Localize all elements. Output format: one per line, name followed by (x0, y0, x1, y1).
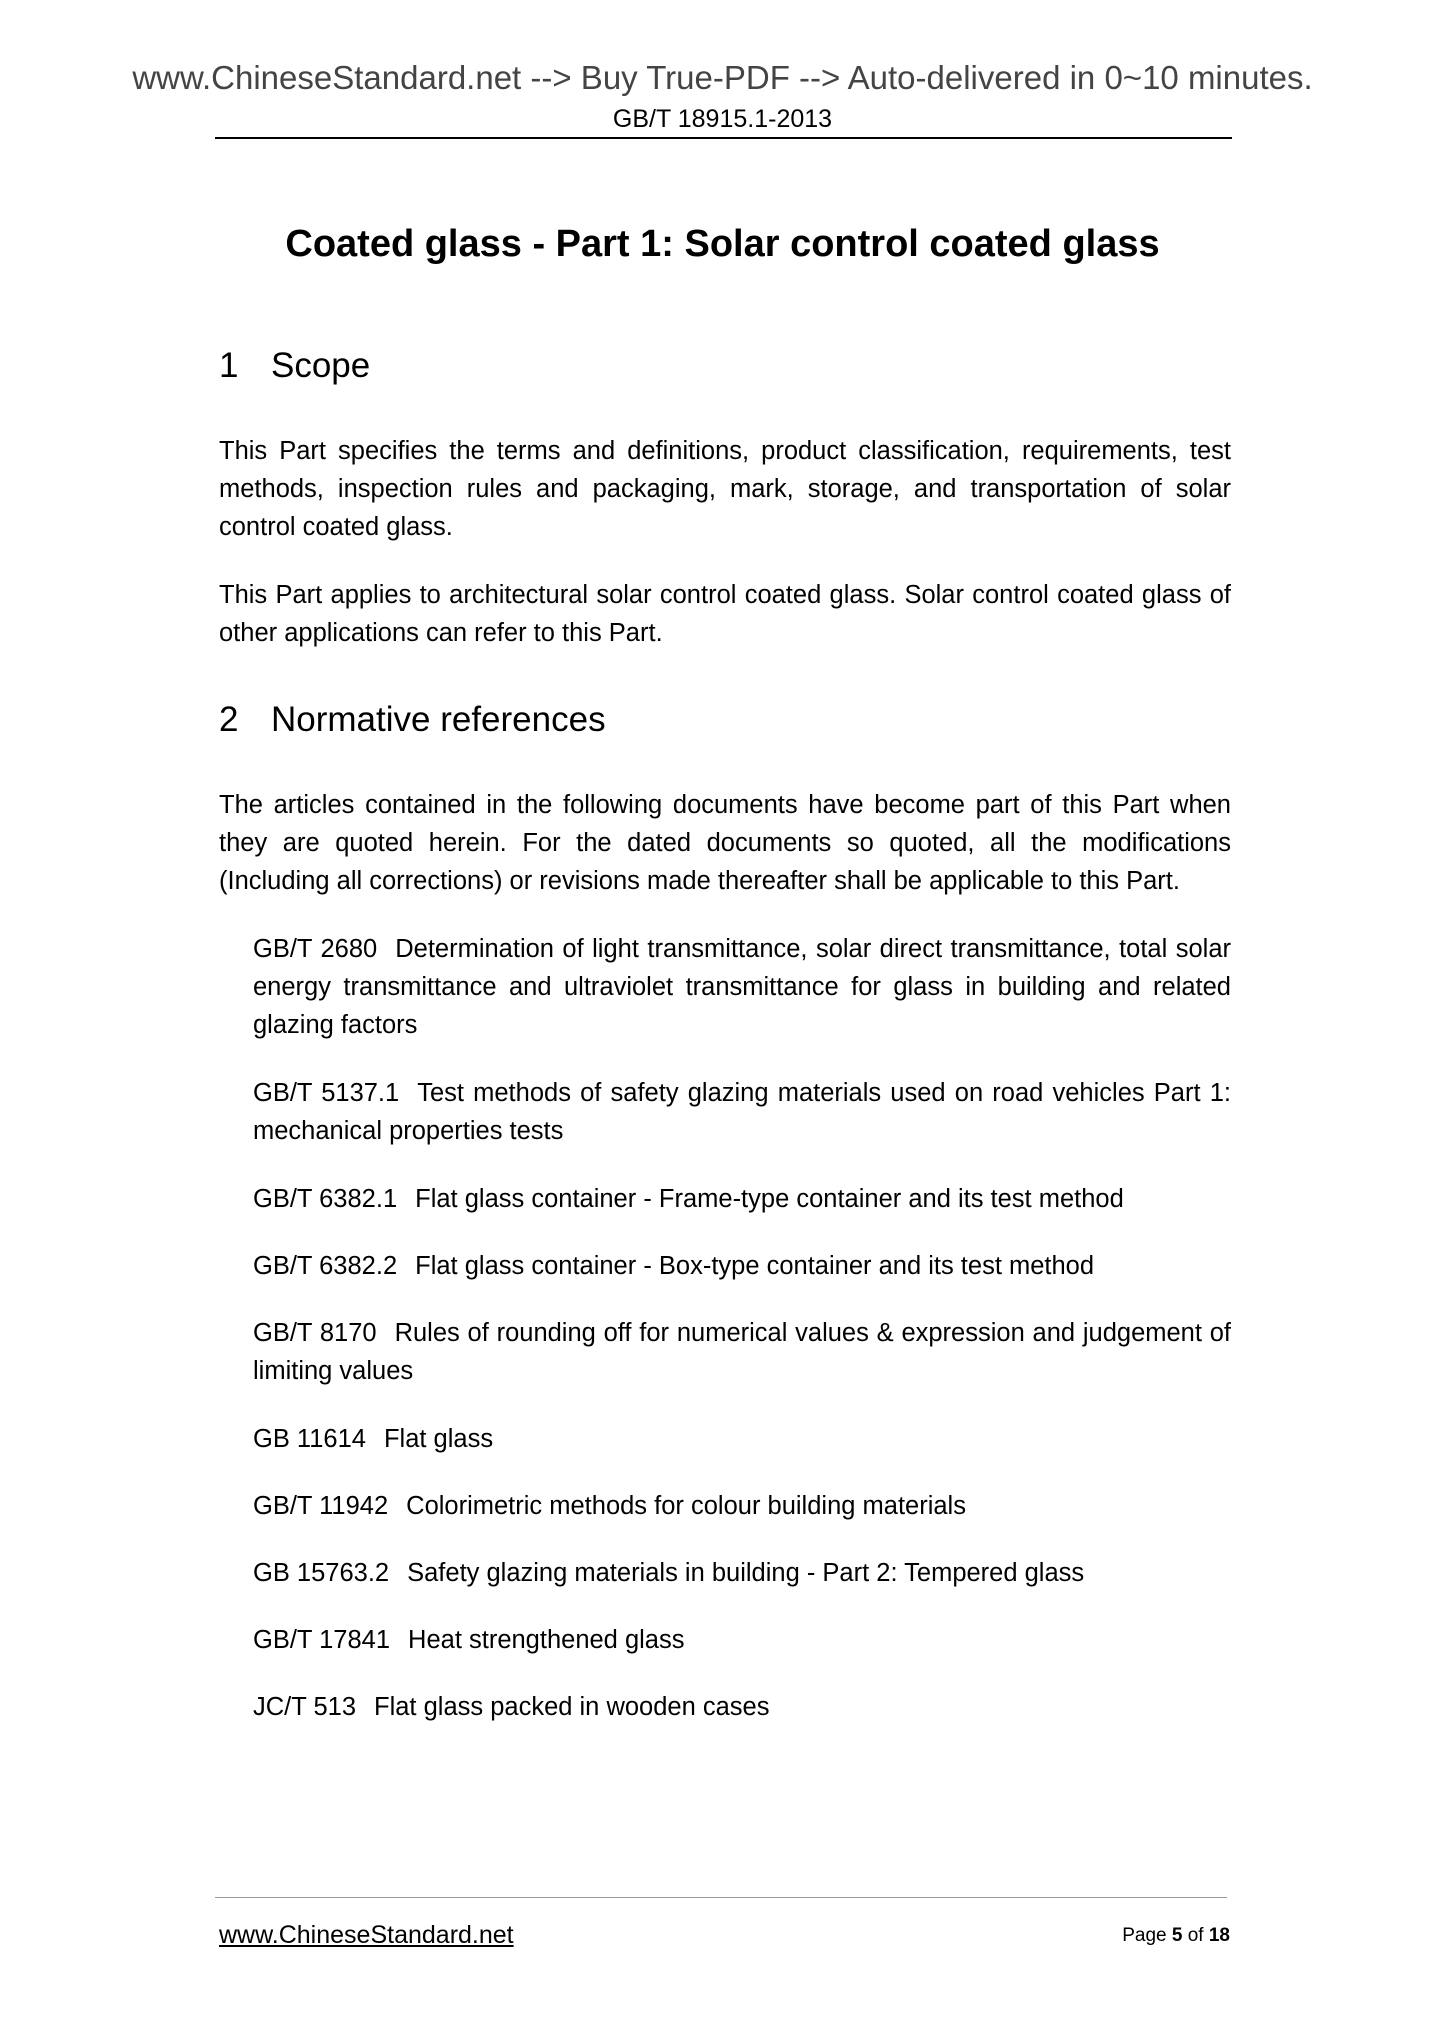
reference-item (253, 1074, 1231, 1150)
page-total: 18 (1208, 1925, 1230, 1946)
reference-item (253, 1420, 1231, 1458)
reference-title: Flat glass container - Frame-type container and its test method (415, 1185, 1124, 1213)
section-number: 1 (219, 346, 239, 385)
reference-code: JC/T 513 (253, 1693, 356, 1721)
reference-title: Safety glazing materials in building - Part 2: Tempered glass (407, 1559, 1085, 1587)
reference-title: Determination of light transmittance, solar direct transmittance, total solar energy transmittance and ultraviolet transmittance for glass in building and related glazing factors (253, 935, 1232, 1039)
section-heading-scope (219, 344, 370, 388)
page-number (1080, 1923, 1230, 1949)
scope-paragraph: This Part applies to architectural solar control coated glass. Solar control coated glass of other applications can refer to this Part. (219, 581, 1231, 647)
page-current: 5 (1171, 1925, 1183, 1946)
reference-title: Heat strengthened glass (408, 1626, 685, 1654)
section-title: Normative references (271, 700, 606, 739)
reference-item (253, 930, 1231, 1044)
footer-website-link[interactable]: www.ChineseStandard.net (219, 1921, 514, 1949)
footer-divider (215, 1897, 1227, 1898)
section-title: Scope (271, 346, 371, 385)
reference-code: GB/T 6382.2 (253, 1252, 398, 1280)
reference-title: Rules of rounding off for numerical values & expression and judgement of limiting values (253, 1319, 1232, 1385)
reference-code: GB/T 8170 (253, 1319, 377, 1347)
section-number: 2 (219, 700, 239, 739)
reference-item (253, 1314, 1231, 1390)
header-banner-link[interactable]: www.ChineseStandard.net --> Buy True-PDF --> Auto-delivered in 0~10 minutes. (132, 59, 1313, 96)
reference-item (253, 1247, 1231, 1285)
reference-item (253, 1180, 1231, 1218)
reference-code: GB/T 11942 (253, 1492, 389, 1520)
header-divider (215, 137, 1232, 139)
page-label: Page (1122, 1925, 1167, 1946)
reference-title: Test methods of safety glazing materials used on road vehicles Part 1: mechanical properties tests (253, 1079, 1231, 1145)
reference-title: Flat glass container - Box-type container and its test method (415, 1252, 1095, 1280)
reference-code: GB/T 2680 (253, 935, 378, 963)
reference-code: GB 15763.2 (253, 1559, 390, 1587)
references-intro-paragraph: The articles contained in the following documents have become part of this Part when they are quoted herein. For the dated documents so quoted, all the modifications (Including all corrections) or revisions made thereafter shall be applicable to this Part. (219, 791, 1231, 895)
standard-code: GB/T 18915.1-2013 (612, 105, 833, 133)
reference-item (253, 1688, 1231, 1726)
reference-item (253, 1621, 1231, 1659)
document-title: Coated glass - Part 1: Solar control coated glass (285, 223, 1160, 265)
reference-item (253, 1554, 1231, 1592)
reference-code: GB/T 17841 (253, 1626, 391, 1654)
scope-paragraph: This Part specifies the terms and definitions, product classification, requirements, test methods, inspection rules and packaging, mark, storage, and transportation of solar control coated glass. (219, 437, 1231, 541)
reference-title: Flat glass (383, 1425, 494, 1453)
reference-code: GB 11614 (253, 1425, 366, 1453)
reference-code: GB/T 6382.1 (253, 1185, 398, 1213)
reference-title: Flat glass packed in wooden cases (374, 1693, 770, 1721)
reference-title: Colorimetric methods for colour building materials (406, 1492, 966, 1520)
section-heading-normative-references (219, 698, 606, 742)
page-of: of (1187, 1925, 1204, 1946)
reference-code: GB/T 5137.1 (253, 1079, 400, 1107)
reference-item (253, 1487, 1231, 1525)
